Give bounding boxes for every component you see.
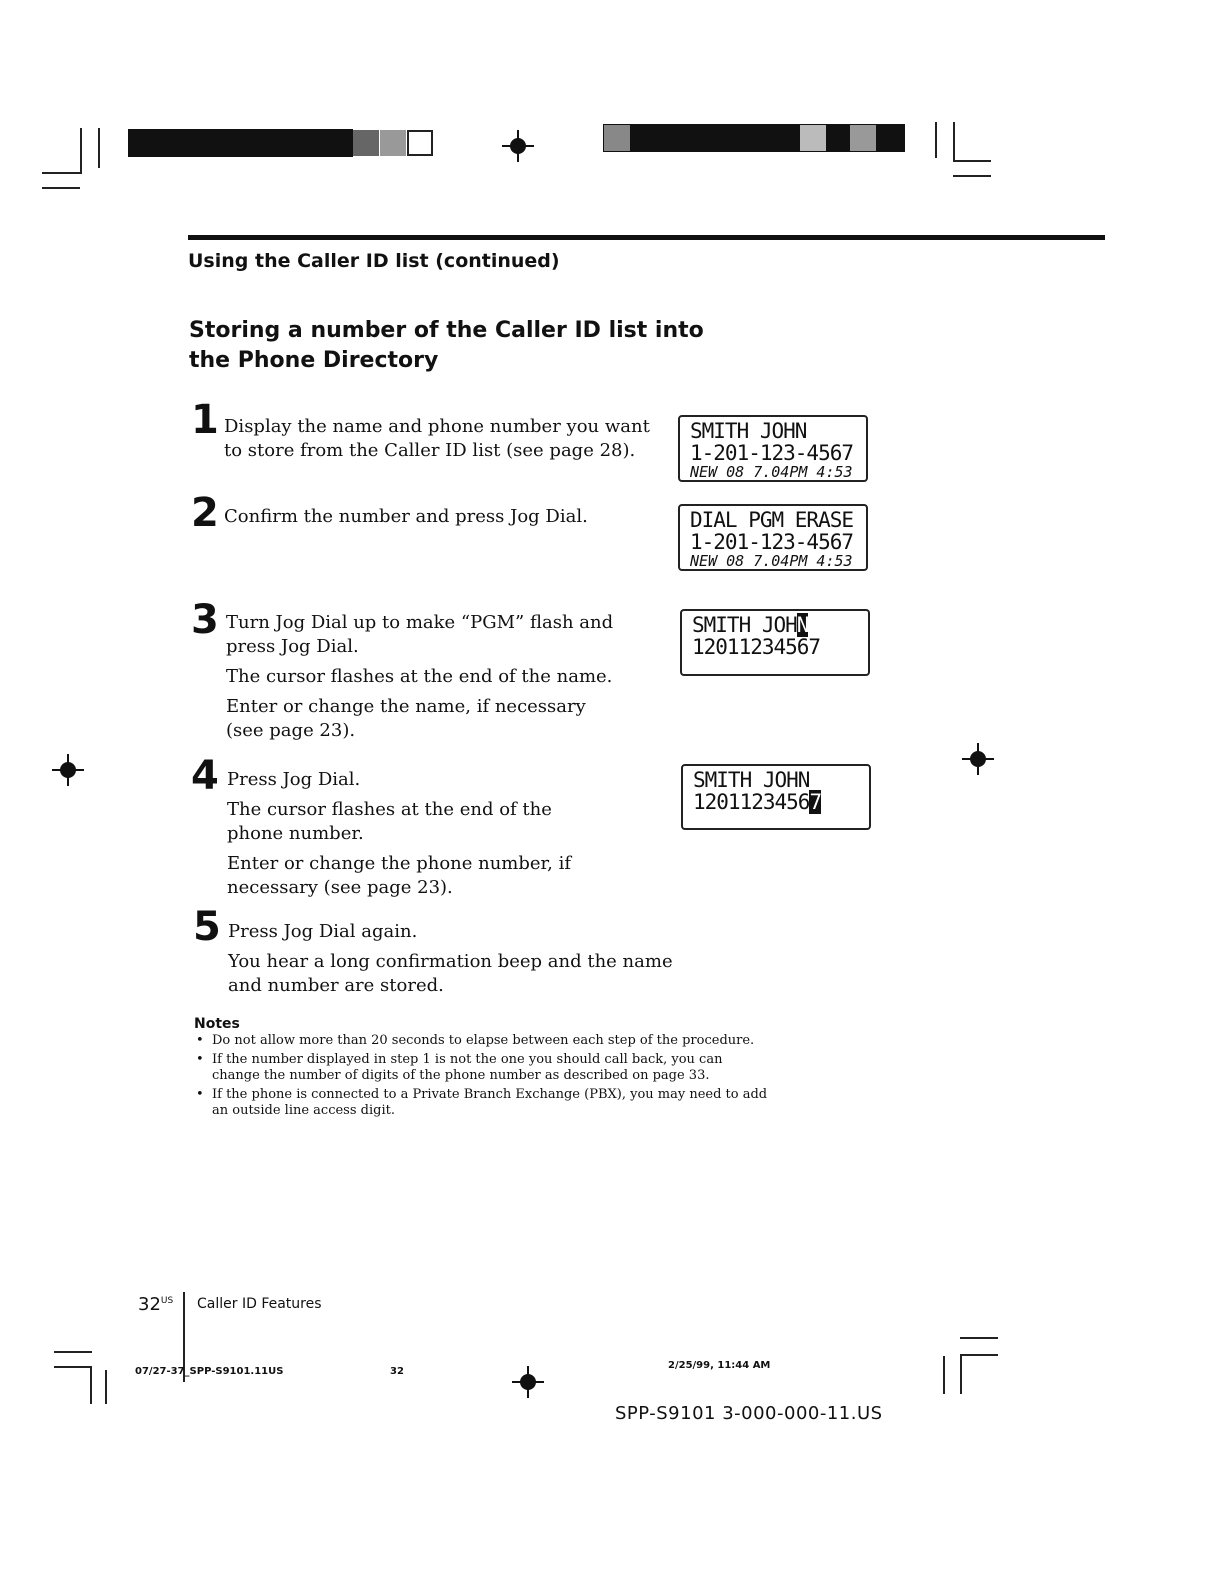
lcd-cursor: 7 [809,790,822,814]
lcd-line: 1-201-123-4567 [690,441,854,465]
step-number: 5 [193,904,221,950]
step-2-text [224,505,664,529]
step-paragraph: Turn Jog Dial up to make “PGM” flash and press Jog Dial. [226,612,614,657]
lcd-line: DIAL PGM ERASE [690,508,854,532]
footer-timestamp: 2/25/99, 11:44 AM [668,1360,771,1371]
color-patch [604,125,630,151]
color-patch [380,130,406,156]
color-patch [800,125,826,151]
note-item: • Do not allow more than 20 seconds to elapse between each step of the procedure. [194,1033,769,1049]
step-paragraph: Press Jog Dial again. [228,921,418,942]
crop-mark [960,1354,962,1394]
crop-mark [54,1366,92,1368]
crop-mark [960,1337,998,1339]
step-paragraph: Display the name and phone number you want to store from the Caller ID list (see page 28). [224,416,650,461]
crop-mark [98,128,100,168]
color-patch [850,125,876,151]
lcd-line [693,769,869,791]
lcd-display [681,764,871,830]
lcd-status-line: NEW 08 7.04PM 4:53 [690,463,853,481]
lcd-display [678,504,868,571]
page-number-value: 32 [138,1294,161,1315]
step-3-text [226,611,626,743]
lcd-status-line: NEW 08 7.04PM 4:53 [690,552,853,570]
lcd-line [692,614,868,636]
footer-sheet: 32 [390,1366,404,1377]
crop-mark [953,175,991,177]
registration-mark-icon [502,130,534,162]
lcd-display [678,415,868,482]
lcd-line [692,636,868,658]
step-paragraph: Confirm the number and press Jog Dial. [224,506,588,527]
lcd-line: SMITH JOHN [690,419,807,443]
step-5-text [228,920,708,998]
lcd-text: SMITH JOH [692,613,797,637]
registration-mark-icon [962,743,994,775]
crop-mark [953,122,955,162]
step-paragraph: Enter or change the phone number, if necessary (see page 23). [227,853,572,898]
note-item: • If the phone is connected to a Private Branch Exchange (PBX), you may need to add an outside line access digit. [194,1087,769,1119]
color-patch [407,130,433,156]
footer-section-name: Caller ID Features [197,1296,322,1312]
crop-mark [105,1370,107,1404]
step-number: 4 [191,753,219,799]
step-number: 3 [191,597,219,643]
registration-mark-icon [52,754,84,786]
section-header: Using the Caller ID list (continued) [188,250,560,272]
lcd-text: 1201123456 [693,790,810,814]
footer-file-name: 07/27-37_SPP-S9101.11US [135,1366,284,1377]
lcd-text: 12011234567 [692,635,821,659]
step-paragraph: The cursor flashes at the end of the phone number. [227,799,552,844]
crop-mark [953,160,991,162]
crop-mark [80,128,82,174]
model-number: SPP-S9101 3-000-000-11.US [615,1403,883,1424]
lcd-line: 1-201-123-4567 [690,530,854,554]
step-paragraph: The cursor flashes at the end of the name. [226,666,613,687]
step-paragraph: Enter or change the name, if necessary (see page 23). [226,696,586,741]
crop-mark [935,122,937,158]
crop-mark [42,187,80,189]
notes-list [194,1033,769,1122]
crop-mark [42,172,80,174]
crop-mark [960,1354,998,1356]
note-item: • If the number displayed in step 1 is not the one you should call back, you can change the number of digits of the phone number as described on page 33. [194,1052,769,1084]
crop-mark [943,1356,945,1394]
step-number: 2 [191,490,219,536]
color-patch [353,130,379,156]
step-paragraph: Press Jog Dial. [227,769,361,790]
crop-mark [90,1366,92,1404]
page-title: Storing a number of the Caller ID list into the Phone Directory [189,318,704,373]
header-rule [188,235,1105,240]
step-number: 1 [191,397,219,443]
notes-heading: Notes [194,1016,240,1032]
lcd-cursor: N [796,613,809,637]
step-paragraph: You hear a long confirmation beep and the name and number are stored. [228,951,673,996]
lcd-display [680,609,870,676]
step-4-text [227,768,657,900]
registration-mark-icon [512,1366,544,1398]
step-1-text [224,415,664,463]
page-number [138,1294,173,1315]
lcd-text: SMITH JOHN [693,768,810,792]
color-bar [128,129,353,157]
lcd-line [693,791,869,813]
page-number-suffix: US [160,1296,174,1306]
crop-mark [54,1351,92,1353]
